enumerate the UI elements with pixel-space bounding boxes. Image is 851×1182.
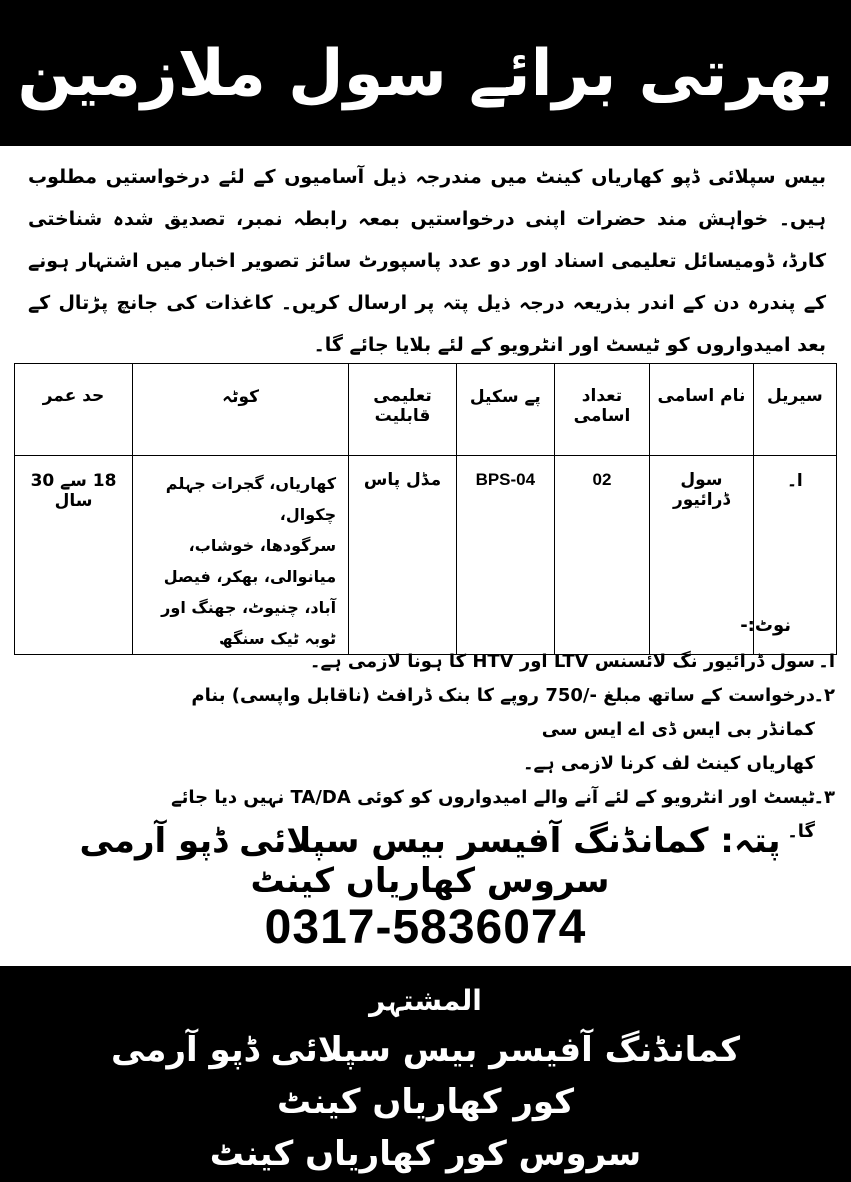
phone-number: 0317-5836074	[264, 901, 587, 954]
note-item	[150, 645, 835, 679]
quota-line: کھاریاں، گجرات جہلم چکوال،	[165, 474, 337, 524]
footer-banner	[0, 966, 851, 1182]
cell-qualification: مڈل پاس	[349, 456, 457, 655]
table-header-row	[15, 364, 837, 456]
header-age: حد عمر	[15, 364, 133, 456]
header-qualification: تعلیمی قابلیت	[349, 364, 457, 456]
notes-list	[150, 645, 835, 849]
cell-post: سول ڈرائیور	[650, 456, 754, 655]
note-number: ا۔	[818, 651, 835, 672]
note-number: ۲۔	[813, 685, 835, 706]
note-text: ٹیسٹ اور انٹرویو کے لئے آنے والے امیدواروں کو کوئی TA/DA نہیں دیا جائے گا۔	[171, 787, 815, 842]
note-text: درخواست کے ساتھ مبلغ -/750 روپے کا بنک ڈرافٹ (ناقابل واپسی) بنام کمانڈر بی ایس ڈی اے ایس سی	[191, 685, 815, 740]
quota-line: آباد، چنیوٹ، جھنگ اور ٹوبہ ٹیک سنگھ	[161, 598, 337, 648]
advertiser-line: کمانڈنگ آفیسر بیس سپلائی ڈپو آرمی	[111, 1030, 740, 1070]
cell-scale: BPS-04	[456, 456, 554, 655]
advertiser-line: کور کھاریاں کینٹ	[277, 1082, 574, 1122]
vacancy-table	[14, 363, 837, 655]
header-scale: پے سکیل	[456, 364, 554, 456]
advertiser-line: سروس کور کھاریاں کینٹ	[209, 1134, 642, 1174]
cell-age: 18 سے 30 سال	[15, 456, 133, 655]
header-count: تعداد اسامی	[554, 364, 649, 456]
intro-paragraph: بیس سپلائی ڈپو کھاریاں کینٹ میں مندرجہ ذیل آسامیوں کے لئے درخواستیں مطلوب ہیں۔ خواہش مند حضرات اپنی درخواستیں بمعہ رابطہ نمبر، تصدیق شدہ شناختی کارڈ، ڈومیسائل تعلیمی اسناد اور دو عدد پاسپورٹ سائز تصویر اخبار میں اشتہار ہونے کے پندرہ دن کے اندر بذریعہ درجہ ذیل پتہ پر ارسال کریں۔ کاغذات کی جانچ پڑتال کے بعد امیدواروں کو ٹیسٹ اور انٹرویو کے لئے بلایا جائے گا۔	[28, 166, 826, 356]
header-banner	[0, 0, 851, 146]
header-post: نام اسامی	[650, 364, 754, 456]
note-item	[150, 679, 835, 781]
advertiser-title: المشتہر	[369, 984, 482, 1017]
note-text: کھاریاں کینٹ لف کرنا لازمی ہے۔	[522, 753, 815, 774]
cell-serial: ا۔	[753, 456, 836, 655]
table-row	[15, 456, 837, 655]
note-text: سول ڈرائیور نگ لائسنس LTV اور HTV کا ہونا لازمی ہے۔	[309, 651, 815, 672]
cell-count: 02	[554, 456, 649, 655]
note-number: ۳۔	[813, 787, 835, 808]
address-line: پتہ: کمانڈنگ آفیسر بیس سپلائی ڈپو آرمی سروس کھاریاں کینٹ	[79, 821, 781, 901]
quota-line: سرگودھا، خوشاب، میانوالی، بھکر، فیصل	[163, 536, 337, 586]
header-quota: کوٹہ	[133, 364, 349, 456]
page-title: بھرتی برائے سول ملازمین	[17, 36, 834, 111]
cell-quota	[133, 456, 349, 655]
notes-title: نوٹ:-	[740, 615, 791, 636]
header-serial: سیریل	[753, 364, 836, 456]
